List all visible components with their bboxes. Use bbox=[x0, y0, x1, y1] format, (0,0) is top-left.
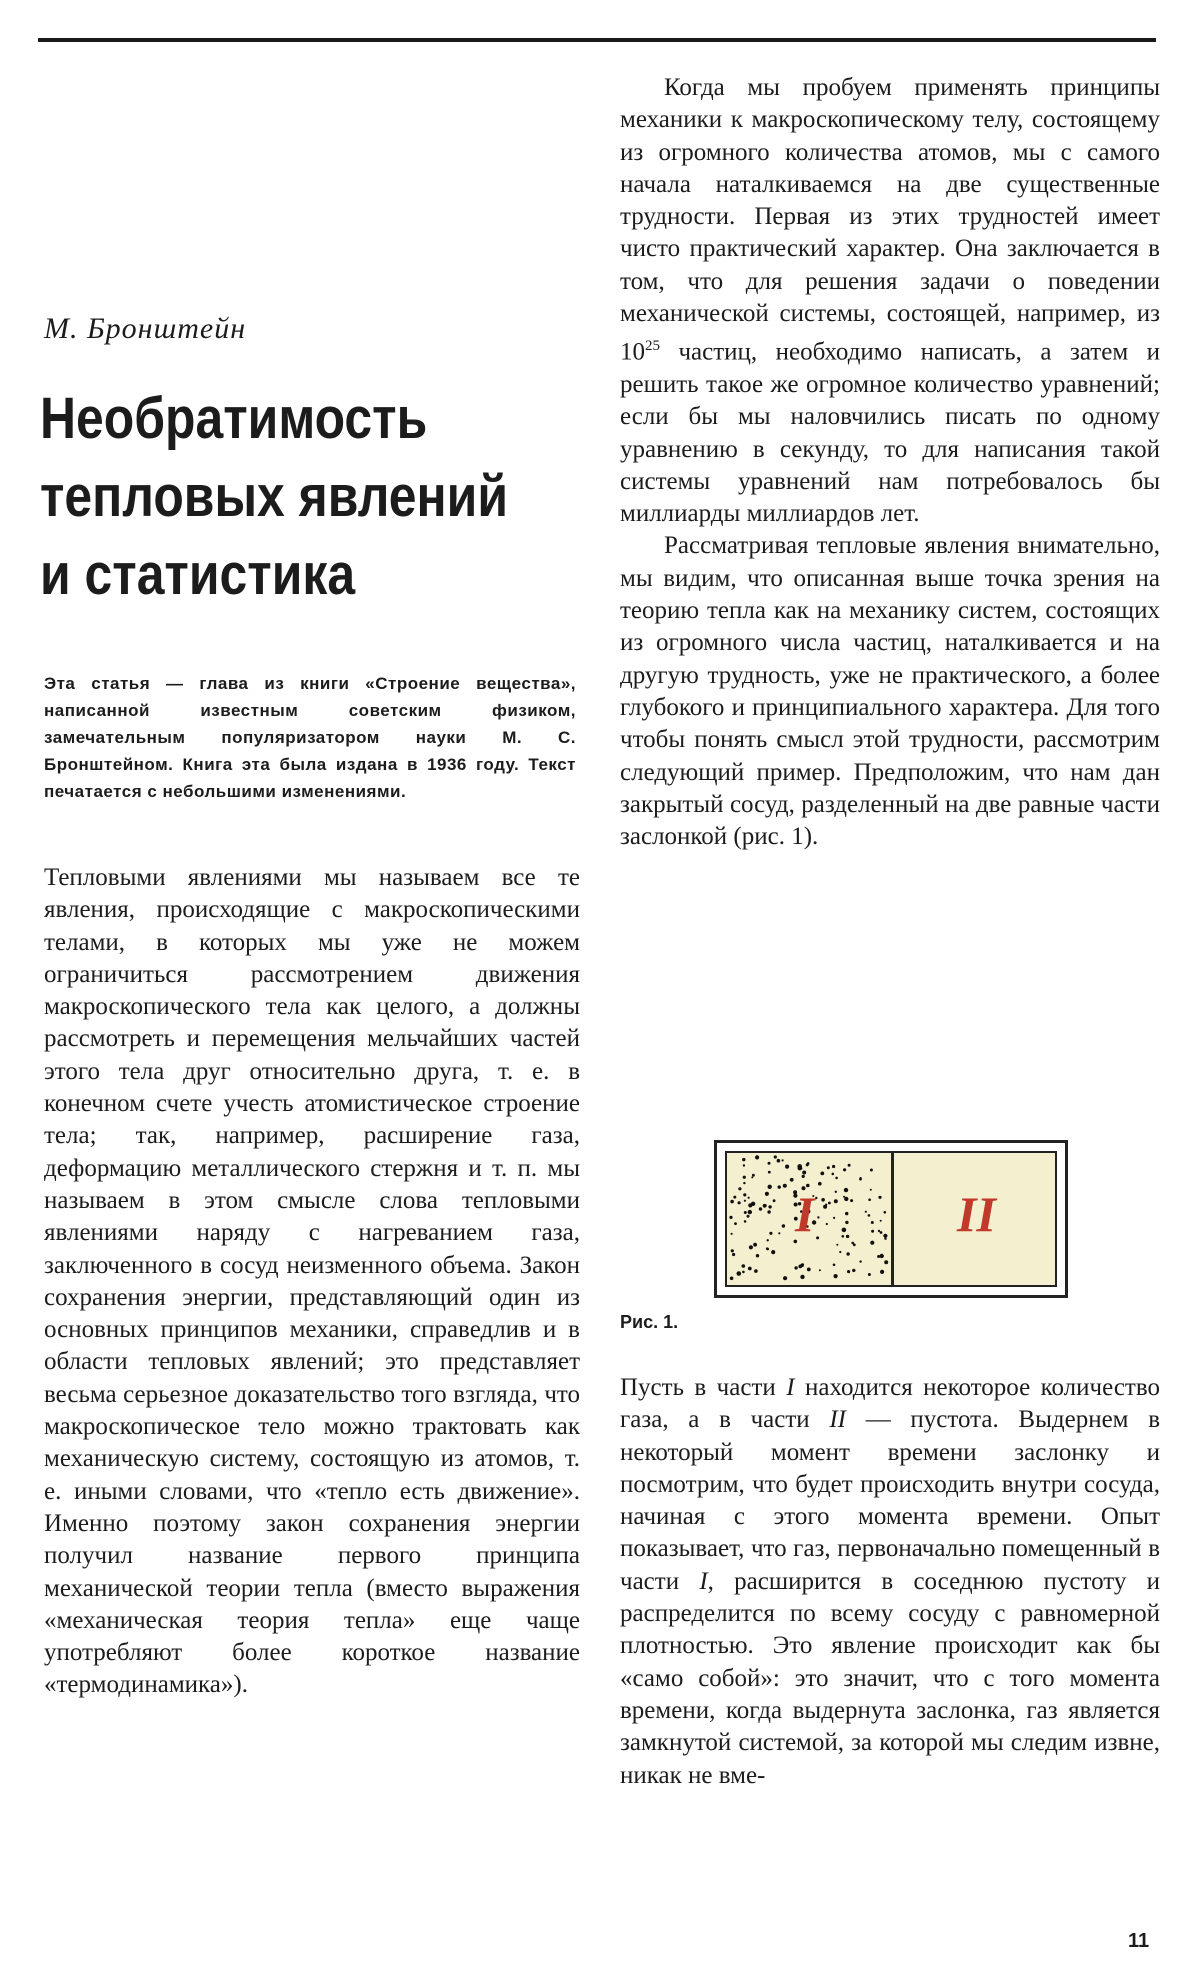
gas-particle bbox=[806, 1163, 809, 1166]
gas-particle bbox=[765, 1193, 768, 1196]
gas-particle bbox=[870, 1241, 874, 1245]
gas-particle bbox=[743, 1176, 746, 1179]
gas-particle bbox=[751, 1176, 753, 1178]
gas-particle bbox=[797, 1164, 802, 1169]
gas-particle bbox=[842, 1235, 845, 1238]
vessel-partition bbox=[891, 1153, 894, 1285]
gas-particle bbox=[756, 1254, 759, 1257]
gas-particle bbox=[852, 1269, 855, 1272]
title-line-2: тепловых явлений bbox=[40, 464, 509, 529]
gas-particle bbox=[846, 1235, 849, 1238]
gas-particle bbox=[732, 1253, 735, 1256]
gas-particle bbox=[845, 1221, 848, 1224]
gas-particle bbox=[848, 1164, 851, 1167]
part-ref: I bbox=[786, 1374, 795, 1401]
gas-particle bbox=[870, 1189, 872, 1191]
right-column-top bbox=[620, 72, 1160, 853]
gas-particle bbox=[834, 1274, 838, 1278]
gas-particle bbox=[828, 1202, 831, 1205]
gas-particle bbox=[749, 1245, 753, 1249]
gas-particle bbox=[835, 1177, 838, 1180]
gas-particle bbox=[850, 1199, 853, 1202]
gas-particle bbox=[807, 1268, 811, 1272]
gas-particle bbox=[884, 1238, 886, 1240]
gas-particle bbox=[748, 1197, 750, 1199]
part-ref: II bbox=[829, 1406, 846, 1434]
gas-particle bbox=[827, 1166, 830, 1169]
gas-particle bbox=[834, 1199, 838, 1203]
text-run: Пусть в части bbox=[620, 1374, 787, 1401]
gas-particle bbox=[782, 1224, 785, 1227]
text-run: частиц, необходимо написать, а затем и решить такое же огромное количество уравнений; если бы мы наловчились писать по одному уравнению в секунду, то для написания такой системы уравнений нам потребовалось бы миллиарды миллиардов лет. bbox=[620, 338, 1160, 528]
gas-particle bbox=[859, 1178, 862, 1181]
gas-particle bbox=[883, 1234, 887, 1238]
gas-particle bbox=[880, 1270, 884, 1274]
vessel-interior bbox=[725, 1151, 1057, 1287]
chamber-label-2: II bbox=[957, 1186, 996, 1242]
gas-particle bbox=[730, 1277, 734, 1281]
gas-particle bbox=[798, 1265, 802, 1269]
gas-particle bbox=[843, 1168, 846, 1171]
gas-particle bbox=[870, 1169, 873, 1172]
gas-particle bbox=[871, 1230, 874, 1233]
gas-particle bbox=[769, 1232, 772, 1235]
left-column bbox=[44, 862, 580, 1702]
gas-particle bbox=[777, 1159, 781, 1163]
gas-particle bbox=[778, 1232, 780, 1234]
gas-particle bbox=[768, 1162, 771, 1165]
top-rule bbox=[38, 38, 1156, 42]
gas-particle bbox=[782, 1159, 784, 1161]
article-title bbox=[40, 380, 522, 614]
lead-paragraph: Эта статья — глава из книги «Строение вещества», написанной известным советским физиком, замечательным популяризатором науки М. С. Бронштейном. Книга эта была издана в 1936 году. Текст печатается с небольшими изменениями. bbox=[44, 674, 576, 801]
gas-particle bbox=[744, 1200, 746, 1202]
title-line-3: и статистика bbox=[40, 542, 356, 607]
gas-particle bbox=[833, 1264, 836, 1267]
gas-particle bbox=[771, 1250, 775, 1254]
gas-particle bbox=[851, 1242, 854, 1245]
gas-particle bbox=[754, 1269, 758, 1273]
chamber-label-1: I bbox=[795, 1186, 815, 1242]
gas-particle bbox=[802, 1175, 805, 1178]
gas-particle bbox=[742, 1158, 745, 1161]
part-ref: I bbox=[699, 1567, 708, 1595]
gas-particle bbox=[767, 1210, 770, 1213]
gas-particle bbox=[835, 1191, 837, 1193]
gas-particle bbox=[783, 1184, 787, 1188]
gas-particle bbox=[820, 1172, 824, 1176]
title-line-1: Необратимость bbox=[40, 386, 428, 451]
gas-particle bbox=[832, 1173, 835, 1176]
gas-particle bbox=[818, 1182, 822, 1186]
gas-particle bbox=[884, 1211, 887, 1214]
gas-particle bbox=[765, 1204, 767, 1206]
gas-particle bbox=[747, 1215, 750, 1218]
gas-particle bbox=[731, 1233, 733, 1235]
gas-particle bbox=[742, 1271, 745, 1274]
body-paragraph bbox=[620, 1372, 1160, 1792]
gas-particle bbox=[880, 1254, 884, 1258]
gas-particle bbox=[731, 1249, 734, 1252]
gas-particle bbox=[845, 1212, 848, 1215]
gas-particle bbox=[734, 1222, 737, 1225]
gas-particle bbox=[816, 1236, 819, 1239]
gas-particle bbox=[748, 1267, 752, 1271]
exponent: 25 bbox=[645, 338, 660, 355]
gas-particle bbox=[759, 1207, 762, 1210]
text-run: — пустота. Выдернем в некоторый момент времени заслонку и посмотрим, что будет происходить внутри сосуда, начиная с этого момента времени. Опыт показывает, что газ, первоначально помещенный в части bbox=[620, 1406, 1160, 1595]
gas-particle bbox=[825, 1204, 827, 1206]
gas-particle bbox=[868, 1273, 871, 1276]
gas-particle bbox=[744, 1211, 747, 1214]
gas-particle bbox=[742, 1264, 746, 1268]
right-column-bottom bbox=[620, 1372, 1160, 1792]
text-run: находится некоторое количество газа, а в части bbox=[620, 1374, 1160, 1434]
gas-particle bbox=[826, 1223, 828, 1225]
article-author: М. Бронштейн bbox=[44, 312, 247, 345]
body-paragraph: Рассматривая тепловые явления внимательно, мы видим, что описанная выше точка зрения на теорию тепла как на механику систем, состоящих из огромного числа частиц, наталкивается и на другую трудность, уже не практического, а более глубокого и принципиального характера. Для того чтобы понять смысл этой трудности, рассмотрим следующий пример. Предположим, что нам дан закрытый сосуд, разделенный на две равные части заслонкой (рис. 1). bbox=[620, 532, 1160, 851]
gas-particle bbox=[743, 1193, 746, 1196]
gas-particle bbox=[884, 1260, 888, 1264]
gas-particle bbox=[733, 1196, 736, 1199]
gas-particle bbox=[730, 1200, 734, 1204]
gas-particle bbox=[802, 1263, 804, 1265]
gas-particle bbox=[766, 1247, 769, 1250]
body-paragraph bbox=[620, 72, 1160, 530]
gas-particle bbox=[774, 1155, 777, 1158]
gas-particle bbox=[821, 1198, 825, 1202]
gas-particle bbox=[773, 1199, 776, 1202]
gas-particle bbox=[865, 1211, 867, 1213]
gas-particle bbox=[802, 1171, 806, 1175]
gas-particle bbox=[868, 1198, 871, 1201]
gas-particle bbox=[842, 1228, 847, 1233]
figure-vessel bbox=[714, 1140, 1068, 1298]
gas-particle bbox=[767, 1239, 769, 1241]
gas-particle bbox=[738, 1187, 741, 1190]
gas-particle bbox=[844, 1188, 848, 1192]
gas-particle bbox=[878, 1230, 880, 1232]
gas-particle bbox=[846, 1252, 849, 1255]
gas-particle bbox=[738, 1201, 741, 1204]
gas-particle bbox=[839, 1251, 841, 1253]
gas-particle bbox=[868, 1214, 871, 1217]
gas-particle bbox=[832, 1165, 835, 1168]
gas-particle bbox=[859, 1260, 861, 1262]
gas-particle bbox=[748, 1210, 752, 1214]
gas-particle bbox=[794, 1266, 797, 1269]
text-run: Когда мы пробуем применять принципы механики к макроскопическому телу, состоящему из огромного количества атомов, мы с самого начала наталкиваемся на две существенные трудности. Первая из этих трудностей имеет чисто практический характер. Она заключается в том, что для решения задачи о поведении механической системы, состоящей, например, из 10 bbox=[620, 74, 1160, 366]
gas-particle bbox=[836, 1244, 838, 1246]
page-number: 11 bbox=[1128, 1930, 1150, 1952]
gas-particle bbox=[843, 1196, 845, 1198]
gas-particle bbox=[783, 1276, 787, 1280]
gas-particle bbox=[729, 1216, 732, 1219]
text-run: , расширится в соседнюю пустоту и распределится по всему сосуду с равномерной плотностью. Это явление происходит как бы «само собой»: это значит, что с того момента времени, когда выдернута заслонка, газ является замкнутой системой, за которой мы следим извне, никак не вме- bbox=[620, 1567, 1160, 1789]
body-paragraph: Тепловыми явлениями мы называем все те явления, происходящие с макроскопическими телами, в которых мы уже не можем ограничиться рассмотрением движения макроскопического тела как целого, а должны рассмотреть и перемещения мельчайших частей этого тела друг относительно друга, т. е. в конечном счете учесть атомистическое строение тела; так, например, расширение газа, деформацию металлического стержня и т. п. мы называем в этом смысле слова тепловыми явлениями наряду с нагреванием газа, заключенного в сосуд неизменного объема. Закон сохранения энергии, представляющий один из основных принципов механики, справедлив и в области тепловых явлений; это представляет весьма серьезное доказательство того взгляда, что макроскопическое тело можно трактовать как механическую систему, состоящую из атомов, т. е. иными словами, что «тепло есть движение». Именно поэтому закон сохранения энергии получил название первого принципа механической теории тепла (вместо выражения «механическая теория тепла» еще чаще употребляют более короткое название «термодинамика»). bbox=[44, 864, 580, 1699]
gas-particle bbox=[743, 1182, 745, 1184]
gas-particle bbox=[755, 1155, 759, 1159]
gas-particle bbox=[878, 1196, 881, 1199]
gas-particle bbox=[871, 1221, 874, 1224]
gas-particle bbox=[833, 1217, 835, 1219]
gas-particle bbox=[743, 1164, 745, 1166]
gas-particle bbox=[817, 1216, 819, 1218]
gas-particle bbox=[790, 1178, 794, 1182]
gas-particle bbox=[768, 1205, 771, 1208]
figure-caption: Рис. 1. bbox=[620, 1312, 679, 1332]
gas-particle bbox=[737, 1271, 742, 1276]
gas-particle bbox=[785, 1165, 789, 1169]
gas-particle bbox=[768, 1185, 772, 1189]
gas-particle bbox=[751, 1202, 755, 1206]
gas-particle bbox=[880, 1220, 882, 1222]
gas-particle bbox=[778, 1185, 781, 1188]
gas-particle bbox=[800, 1275, 804, 1279]
gas-particle bbox=[753, 1243, 757, 1247]
gas-particle bbox=[752, 1174, 755, 1177]
gas-particle bbox=[815, 1197, 817, 1199]
gas-particle bbox=[847, 1270, 850, 1273]
gas-particle bbox=[819, 1269, 821, 1271]
gas-particle bbox=[768, 1171, 771, 1174]
gas-particle bbox=[744, 1220, 747, 1223]
